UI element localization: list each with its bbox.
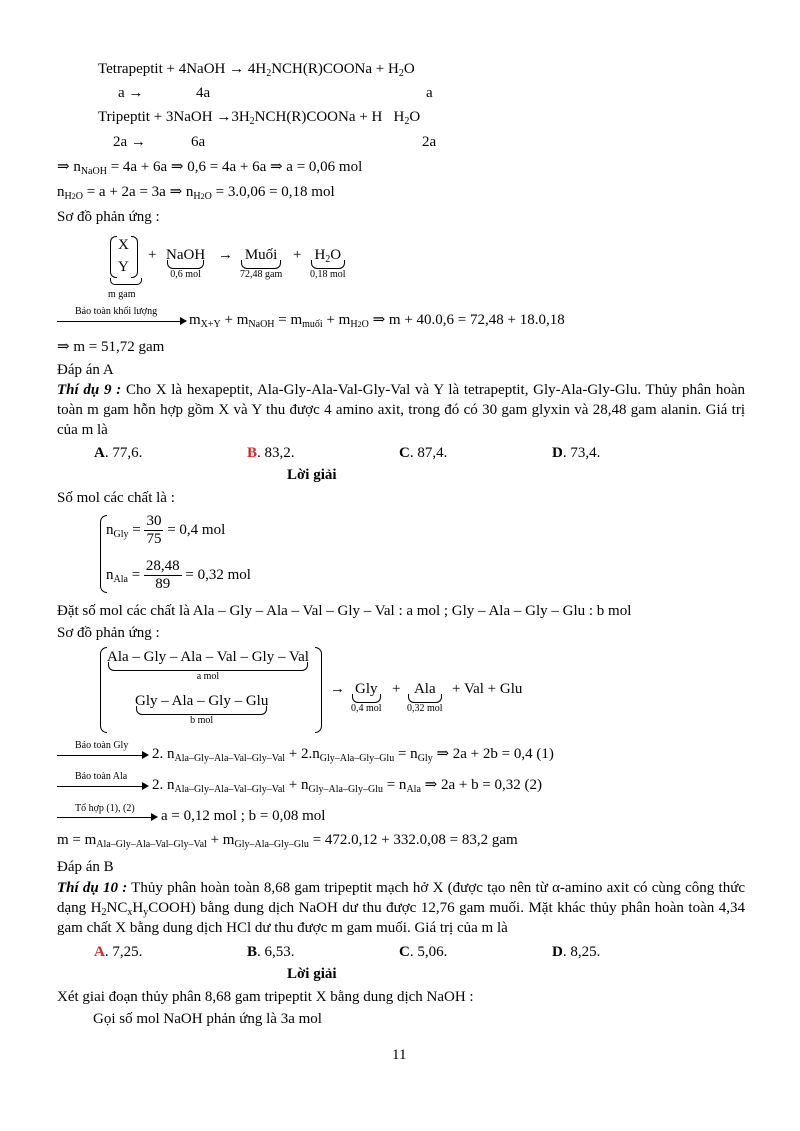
arrow: → — [218, 247, 233, 263]
hexapeptide: Ala – Gly – Ala – Val – Gly – Val a mol — [107, 649, 309, 682]
answer-1: Đáp án A — [57, 362, 114, 378]
example-10: Thí dụ 10 : Thủy phân hoàn toàn 8,68 gam tripeptit mạch hở X (được tạo nên từ α-amino axit có cùng công thức dạng $H_2NC_xH_yCOOH$) bằng dung dịch NaOH dư thu được 12,76 gam muối. Mặt khác thủy phân hoàn toàn 4,34 gam chất X bằng dung dịch HCl dư thu được m gam muối. Giá trị của m là — [57, 880, 746, 936]
example-9: Thí dụ 9 : Cho X là hexapeptit, Ala-Gly-Ala-Val-Gly-Val và Y là tetrapeptit, Gly-Ala-Gly-Glu. Thủy phân hoàn toàn m gam hỗn hợp gồm X và Y thu được 4 amino axit, trong đó có 30 gam glyxin và 28,48 gam alanin. Giá trị của m là — [57, 382, 745, 438]
solution-heading: Lời giải — [287, 467, 337, 483]
option-d: D. 73,4. — [552, 445, 601, 461]
h2o-moles-line: $n_{H2O} = a + 2a = 3a$ ⇒ $n_{H2O} = 3.0,06 = 0,18$ mol — [57, 184, 335, 202]
equation-tripeptit-moles: 2a → 6a 2a — [113, 134, 437, 150]
arrow: → — [330, 681, 345, 697]
option-a: A. 77,6. — [94, 445, 143, 461]
option-b: B. 6,53. — [247, 944, 295, 960]
mole-definitions: Đặt số mol các chất là Ala – Gly – Ala – Val – Gly – Val : a mol ; Gly – Ala – Gly – Glu : b mol — [57, 603, 632, 619]
plus: + — [148, 247, 157, 263]
option-b: B. 83,2. — [247, 445, 295, 461]
reaction-scheme-heading: Sơ đồ phản ứng : — [57, 209, 160, 225]
option-d: D. 8,25. — [552, 944, 601, 960]
n-ala: $n_{Ala}$ = $\frac{28,48}{89}$ = 0,32 mol — [106, 558, 251, 593]
product-ala: Ala 0,32 mol — [407, 681, 443, 714]
stage-description: Xét giai đoạn thủy phân 8,68 gam tripeptit X bằng dung dịch NaOH : — [57, 989, 474, 1005]
scheme-y: Y — [118, 259, 129, 275]
n-gly: $n_{Gly}$ = $\frac{30}{75}$ = 0,4 mol — [106, 513, 226, 548]
scheme-h2o: $H_2O$ 0,18 mol — [310, 247, 346, 280]
naoh-moles-line: ⇒ $n_{NaOH} = 4a + 6a$ ⇒ 0,6 = 4a + 6a ⇒ a = 0,06 mol — [57, 159, 363, 177]
scheme-naoh: NaOH 0,6 mol — [166, 247, 206, 280]
scheme-muoi: Muối 72,48 gam — [240, 247, 283, 280]
answer-2: Đáp án B — [57, 859, 114, 875]
product-rest: + Val + Glu — [452, 681, 523, 697]
plus: + — [392, 681, 401, 697]
equation-tripeptit: Tripeptit + 3NaOH $\to 3H_2NCH(R)COONa + H$ $H_2O$ — [98, 109, 421, 127]
tetrapeptide: Gly – Ala – Gly – Glu b mol — [135, 693, 269, 726]
product-gly: Gly 0,4 mol — [351, 681, 382, 714]
moles-heading: Số mol các chất là : — [57, 490, 175, 506]
mass-calculation: $m = m_{Ala-Gly-Ala-Val-Gly-Val} + m_{Gly-Ala-Gly-Glu} = 472.0,12 + 332.0,08 = 83,2$ gam — [57, 832, 518, 850]
equation-tetrapeptit: Tetrapeptit + 4NaOH → $4H_2NCH(R)COONa + H_2O$ — [98, 61, 415, 79]
option-c: C. 87,4. — [399, 445, 448, 461]
reaction-scheme-heading-2: Sơ đồ phản ứng : — [57, 625, 160, 641]
scheme-x: X — [118, 237, 129, 253]
option-c: C. 5,06. — [399, 944, 448, 960]
plus: + — [293, 247, 302, 263]
solution-heading-2: Lời giải — [287, 966, 337, 982]
option-a: A. 7,25. — [94, 944, 143, 960]
scheme-m-gam: m gam — [108, 289, 136, 300]
page-number: 11 — [392, 1047, 407, 1063]
result-m: ⇒ m = 51,72 gam — [57, 339, 165, 355]
let-moles: Gọi số mol NaOH phản ứng là 3a mol — [93, 1011, 322, 1027]
equation-tetrapeptit-moles: a → 4a a — [118, 85, 433, 101]
